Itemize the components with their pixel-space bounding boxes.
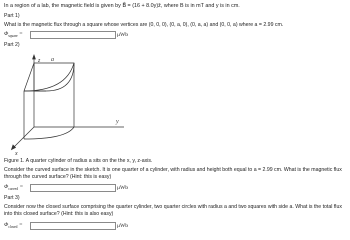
part1-heading: Part 1) bbox=[4, 13, 20, 19]
part3-unit: μWb bbox=[117, 222, 129, 229]
part1-answer-label: $\Phi_{square}$ = bbox=[4, 31, 23, 39]
part2-question: Consider the curved surface in the sketch. It is one quarter of a cylinder, with radius and height both equal to a = 2.99 cm. What is the magnetic flux through the curved surface? (Hint: this is easy) bbox=[4, 167, 342, 180]
top-quarter-arc bbox=[34, 63, 74, 91]
part2-heading: Part 2) bbox=[4, 42, 20, 48]
y-axis-label: y bbox=[116, 119, 119, 125]
part3-question: Consider now the closed surface comprising the quarter cylinder, two quarter circles with radius a and two squares with side a. What is the total flux into this closed surface? (Hint: this is also easy) bbox=[4, 204, 342, 217]
part1-unit: μWb bbox=[117, 31, 129, 38]
part1-answer-row bbox=[4, 31, 128, 39]
quarter-cylinder-figure bbox=[4, 51, 134, 156]
part2-answer-label: $\Phi_{curved}$ = bbox=[4, 184, 24, 192]
phi-closed-input[interactable] bbox=[30, 222, 116, 230]
intro-text: In a region of a lab, the magnetic field is given by B⃗ = (16 + 8.0y)ẑ, where B is in mT and y is in cm. bbox=[4, 3, 240, 9]
part1-question: What is the magnetic flux through a square whose vertices are (0, 0, 0), (0, a, 0), (0, a, a) and (0, 0, a) where a = 2.99 cm. bbox=[4, 22, 284, 28]
part2-unit: μWb bbox=[117, 184, 129, 191]
x-axis-label: x bbox=[15, 151, 18, 156]
part2-answer-row bbox=[4, 184, 128, 192]
figure-caption: Figure 1. A quarter cylinder of radius a sits on the the x, y, z-axis. bbox=[4, 158, 153, 164]
radius-label: a bbox=[51, 57, 54, 63]
part3-answer-label: $\Phi_{closed}$ = bbox=[4, 222, 23, 230]
phi-curved-input[interactable] bbox=[30, 184, 116, 192]
z-axis-arrow bbox=[33, 55, 36, 59]
part3-answer-row bbox=[4, 222, 128, 230]
z-axis-label: z bbox=[38, 58, 41, 64]
phi-square-input[interactable] bbox=[30, 31, 116, 39]
bottom-quarter-arc bbox=[24, 127, 74, 139]
part3-heading: Part 3) bbox=[4, 195, 20, 201]
